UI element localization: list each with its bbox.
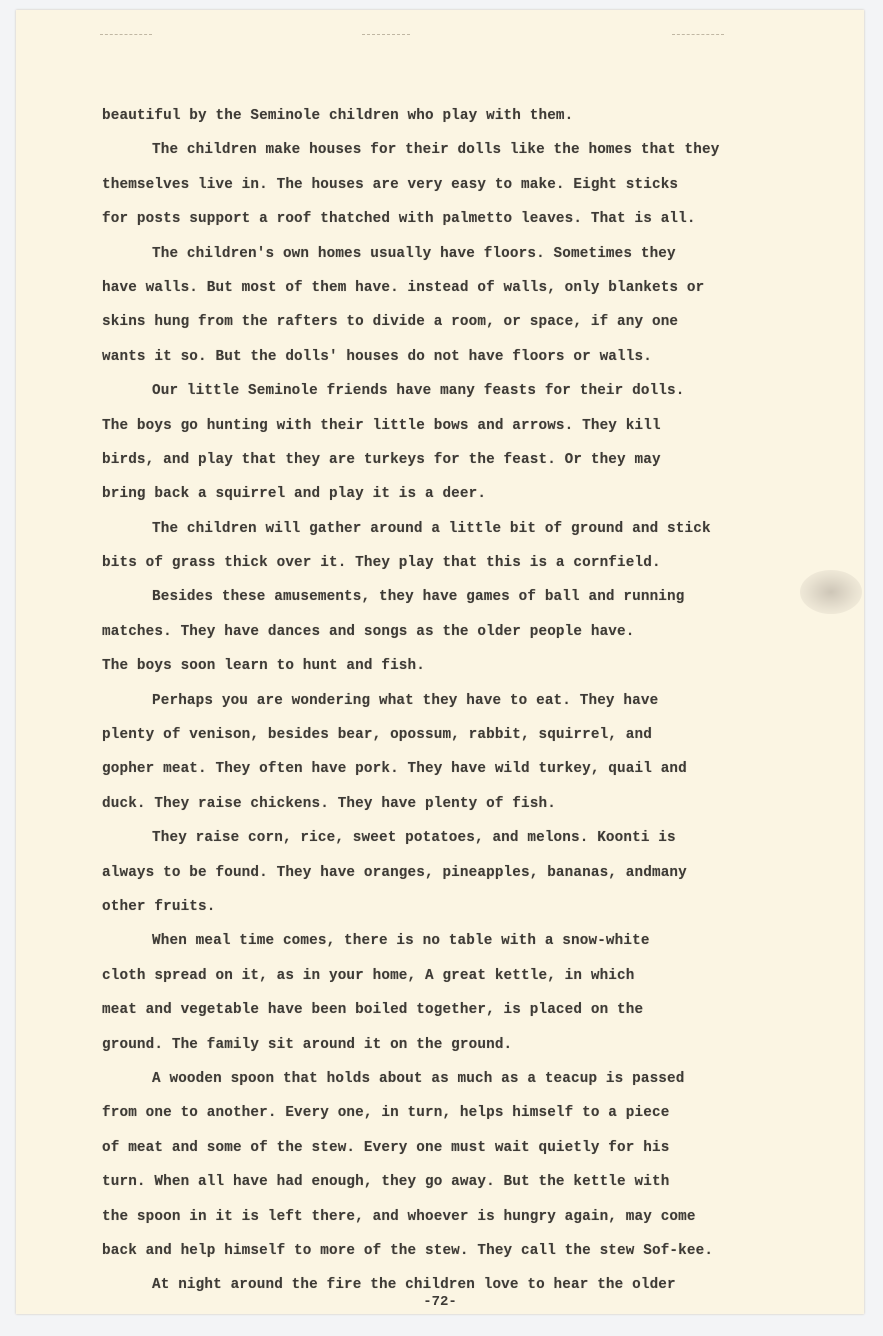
text-line: for posts support a roof thatched with palmetto leaves. That is all.	[102, 211, 696, 228]
document-page	[16, 10, 864, 1314]
text-line: matches. They have dances and songs as the older people have.	[102, 623, 635, 640]
text-line: cloth spread on it, as in your home, A great kettle, in which	[102, 967, 635, 984]
text-line: Our little Seminole friends have many feasts for their dolls.	[152, 383, 685, 400]
text-line: The children make houses for their dolls like the homes that they	[152, 142, 720, 159]
text-line: The boys go hunting with their little bows and arrows. They kill	[102, 417, 661, 434]
text-line: Perhaps you are wondering what they have to eat. They have	[152, 692, 659, 709]
text-line: birds, and play that they are turkeys for the feast. Or they may	[102, 451, 661, 468]
text-line: bits of grass thick over it. They play that this is a cornfield.	[102, 555, 661, 572]
text-line: The children will gather around a little bit of ground and stick	[152, 520, 711, 537]
text-line: A wooden spoon that holds about as much as a teacup is passed	[152, 1070, 685, 1087]
text-line: When meal time comes, there is no table with a snow-white	[152, 933, 650, 950]
text-line: beautiful by the Seminole children who play with them.	[102, 108, 574, 124]
text-line: gopher meat. They often have pork. They have wild turkey, quail and	[102, 761, 687, 778]
text-line: turn. When all have had enough, they go away. But the kettle with	[102, 1174, 670, 1191]
text-line: the spoon in it is left there, and whoever is hungry again, may come	[102, 1208, 696, 1225]
text-line: of meat and some of the stew. Every one must wait quietly for his	[102, 1139, 670, 1156]
text-line: themselves live in. The houses are very easy to make. Eight sticks	[102, 176, 679, 193]
text-line: They raise corn, rice, sweet potatoes, and melons. Koonti is	[152, 830, 676, 847]
text-line: duck. They raise chickens. They have plenty of fish.	[102, 795, 556, 812]
text-line: At night around the fire the children love to hear the older	[152, 1277, 676, 1294]
text-line: bring back a squirrel and play it is a deer.	[102, 486, 487, 503]
text-line: Besides these amusements, they have games of ball and running	[152, 589, 685, 606]
text-line: skins hung from the rafters to divide a room, or space, if any one	[102, 314, 679, 331]
text-line: wants it so. But the dolls' houses do not have floors or walls.	[102, 348, 652, 365]
text-line: have walls. But most of them have. instead of walls, only blankets or	[102, 279, 705, 296]
text-line: meat and vegetable have been boiled together, is placed on the	[102, 1002, 644, 1019]
punch-mark	[362, 34, 410, 43]
text-line: The children's own homes usually have floors. Sometimes they	[152, 245, 676, 262]
text-line: other fruits.	[102, 898, 216, 915]
text-line: plenty of venison, besides bear, opossum, rabbit, squirrel, and	[102, 727, 652, 744]
text-line: always to be found. They have oranges, pineapples, bananas, andmany	[102, 864, 687, 881]
page-body-text	[102, 99, 822, 1303]
page-number: -72-	[423, 1294, 457, 1310]
text-line: ground. The family sit around it on the ground.	[102, 1036, 513, 1053]
text-line: back and help himself to more of the stew. They call the stew Sof-kee.	[102, 1242, 714, 1259]
punch-mark	[672, 34, 724, 43]
punch-mark	[100, 34, 152, 43]
text-line: from one to another. Every one, in turn, helps himself to a piece	[102, 1105, 670, 1122]
text-line: The boys soon learn to hunt and fish.	[102, 658, 425, 675]
